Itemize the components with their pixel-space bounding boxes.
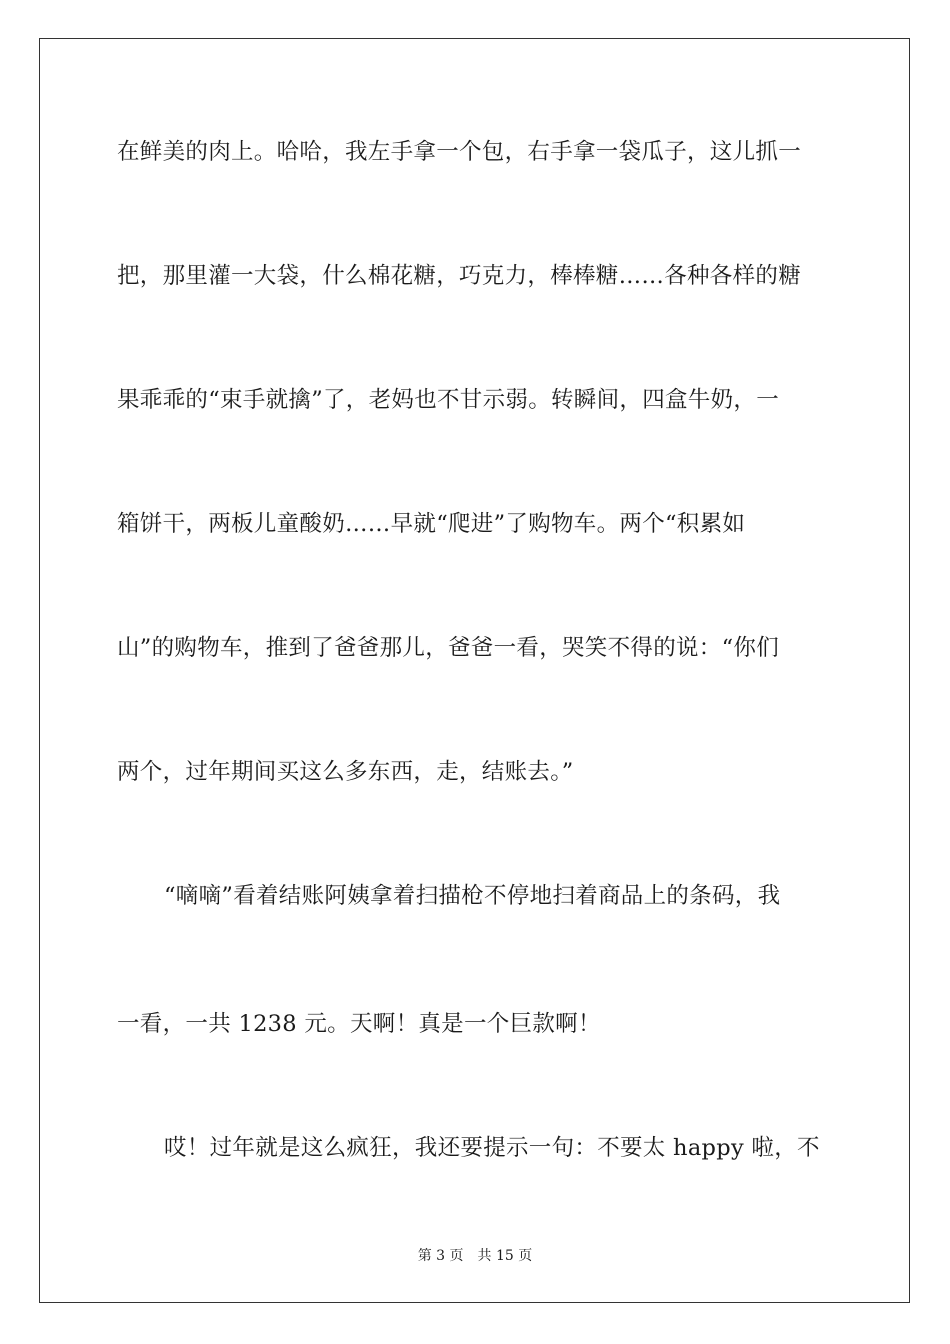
text-line: 箱饼干，两板儿童酸奶……早就“爬进”了购物车。两个“积累如	[117, 511, 746, 537]
text-line: 山”的购物车，推到了爸爸那儿，爸爸一看，哭笑不得的说：“你们	[117, 635, 780, 661]
page-border	[39, 38, 910, 1303]
page-number: 第 3 页	[417, 1248, 464, 1264]
text-line: 两个，过年期间买这么多东西，走，结账去。”	[117, 759, 574, 785]
page-footer	[0, 1246, 950, 1266]
page-total: 共 15 页	[477, 1248, 533, 1264]
text-line: 在鲜美的肉上。哈哈，我左手拿一个包，右手拿一袋瓜子，这儿抓一	[117, 139, 802, 165]
text-line: “嘀嘀”看着结账阿姨拿着扫描枪不停地扫着商品上的条码，我	[164, 883, 781, 909]
text-line: 果乖乖的“束手就擒”了，老妈也不甘示弱。转瞬间，四盒牛奶，一	[117, 387, 780, 413]
text-line: 把，那里灌一大袋，什么棉花糖，巧克力，棒棒糖……各种各样的糖	[117, 263, 802, 289]
text-line: 一看，一共 1238 元。天啊！真是一个巨款啊！	[117, 1011, 601, 1037]
text-line: 哎！过年就是这么疯狂，我还要提示一句：不要太 happy 啦，不	[164, 1135, 820, 1161]
